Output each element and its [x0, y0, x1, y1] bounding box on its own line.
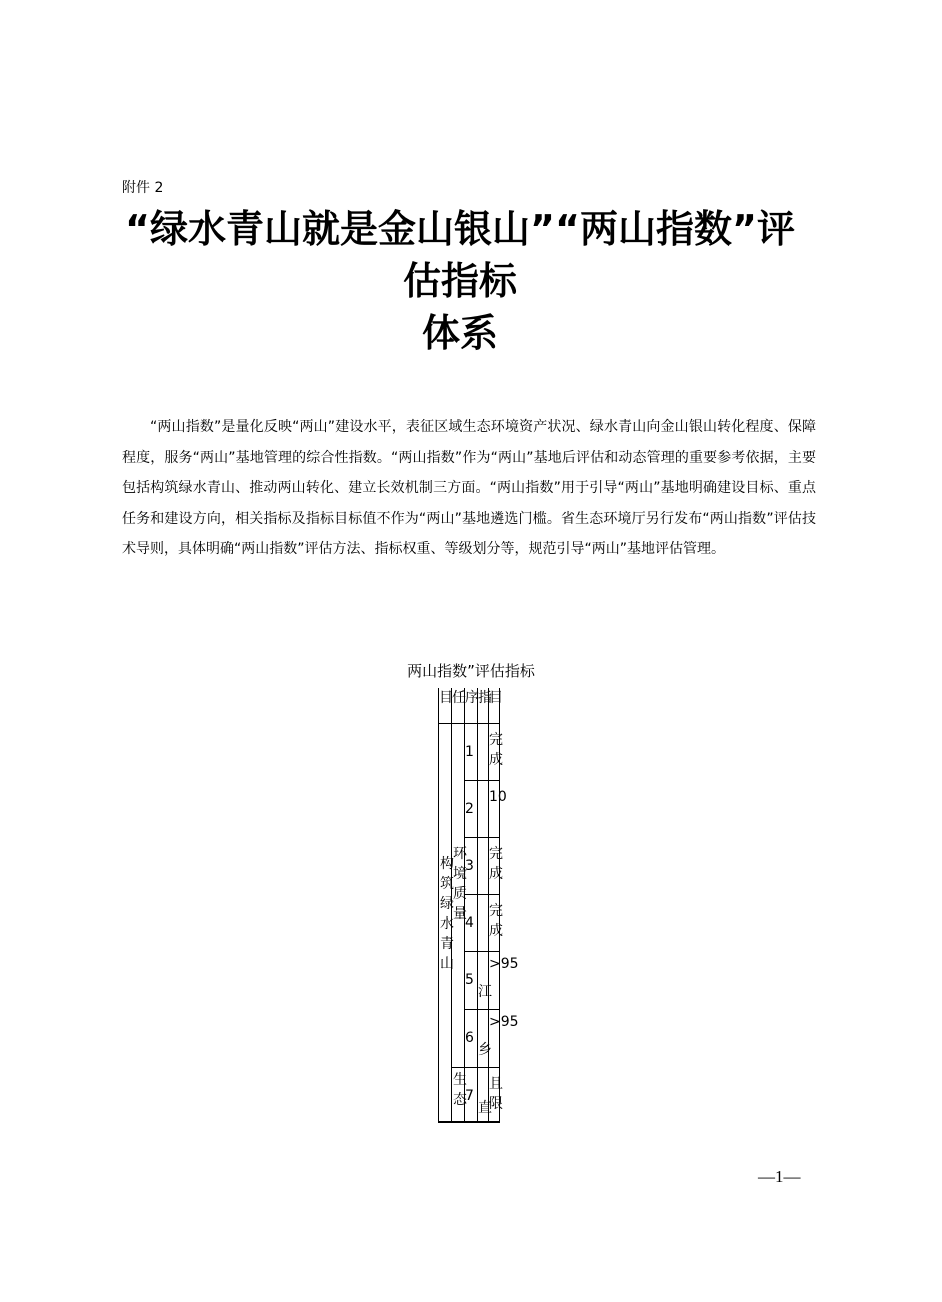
row-6-target: >95 [489, 1010, 500, 1068]
annex-label: 附件 2 [122, 180, 164, 196]
row-4-indicator [478, 895, 489, 952]
row-1-target: 完成 [489, 724, 500, 781]
title-line-1: “绿水青山就是金山银山”“两山指数”评 [125, 207, 795, 251]
intro-section [122, 412, 816, 565]
row-4-number: 4 [465, 895, 478, 952]
row-5-target: >95 [489, 952, 500, 1010]
title-line-3: 体系 [421, 311, 498, 355]
row-7-target: 且限 [489, 1068, 500, 1122]
row-1-number: 1 [465, 724, 478, 781]
row-2-number: 2 [465, 781, 478, 838]
row-7-number: 7 [465, 1068, 478, 1122]
row-5-number: 5 [465, 952, 478, 1010]
document-title [100, 203, 820, 359]
row-3-indicator [478, 838, 489, 895]
title-line-2: 估指标 [402, 259, 517, 303]
row-5-indicator: 江 [478, 952, 489, 1010]
row-3-target: 完成 [489, 838, 500, 895]
table-caption: 两山指数”评估指标 [407, 662, 535, 680]
group-cell-environment: 环境质量 [452, 724, 465, 1068]
intro-paragraph: “两山指数”是量化反映“两山”建设水平，表征区域生态环境资产状况、绿水青山向金山银山转化程度、保障程度，服务“两山”基地管理的综合性指数。“两山指数”作为“两山”基地后评估和动态管理的重要参考依据，主要包括构筑绿水青山、推动两山转化、建立长效机制三方面。“两山指数”用于引导“两山”基地明确建设目标、重点任务和建设方向，相关指标及指标目标值不作为“两山”基地遴选门槛。省生态环境厅另行发布“两山指数”评估技术导则，具体明确“两山指数”评估方法、指标权重、等级划分等，规范引导“两山”基地评估管理。 [122, 419, 816, 557]
category-cell [439, 724, 452, 1122]
header-cell-category: 目 [439, 688, 452, 724]
row-7-indicator: 直 [478, 1068, 489, 1122]
header-cell-indicator: 指 [478, 688, 489, 724]
row-6-number: 6 [465, 1010, 478, 1068]
row-4-target: 完成 [489, 895, 500, 952]
row-2-target: 10 [489, 781, 500, 838]
group-cell-ecology: 生态 [452, 1068, 465, 1122]
row-1-indicator [478, 724, 489, 781]
page-number: —1— [758, 1167, 801, 1186]
header-cell-target: 目 [489, 688, 500, 724]
header-cell-number: 序 [465, 688, 478, 724]
indicator-table [438, 688, 519, 1123]
category-label: 构筑绿水青山 [440, 856, 454, 972]
row-2-indicator [478, 781, 489, 838]
row-3-number: 3 [465, 838, 478, 895]
row-6-indicator: 乡 [478, 1010, 489, 1068]
header-cell-task: 任 [452, 688, 465, 724]
